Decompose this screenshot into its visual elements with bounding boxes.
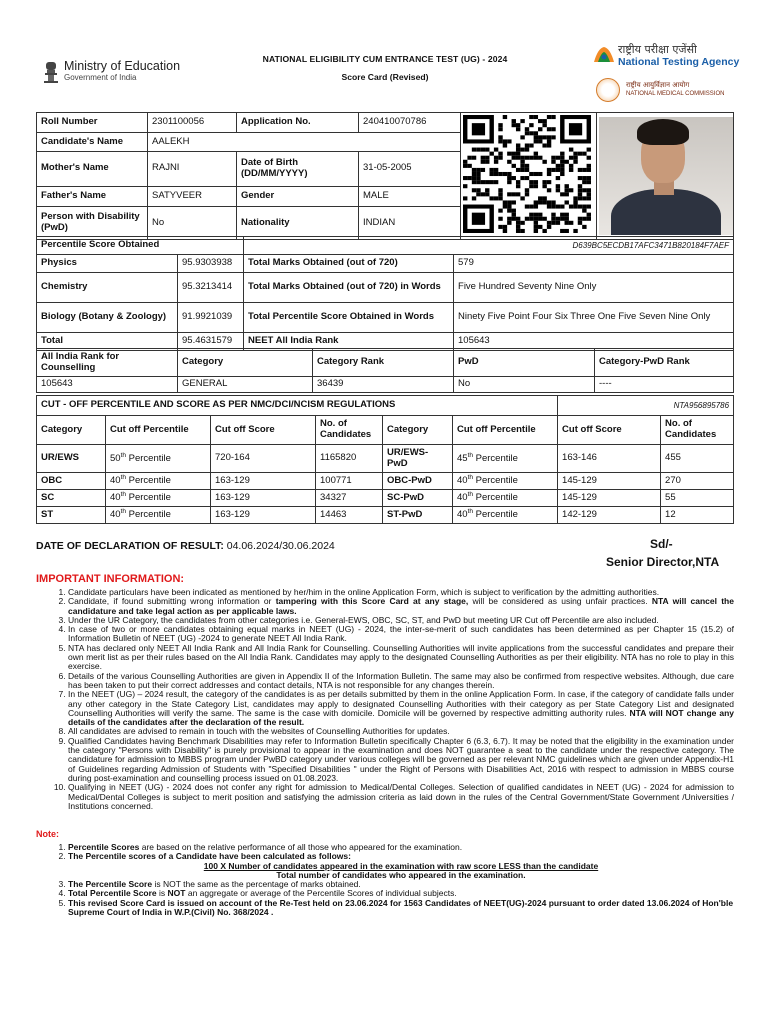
ministry-title: Ministry of Education	[64, 59, 181, 73]
cutoff-percentile: 40th Percentile	[453, 507, 558, 524]
percentile-formula	[68, 862, 734, 881]
roll-number-label: Roll Number	[37, 113, 148, 133]
cutoff-candidates: 270	[661, 473, 734, 490]
marks-in-words-label: Total Marks Obtained (out of 720) in Words	[244, 273, 454, 303]
mother-name-label: Mother's Name	[37, 151, 148, 186]
cutoff-header: Cut off Score	[211, 416, 316, 445]
nationality-value: INDIAN	[359, 207, 461, 240]
pwd-label: Person with Disability (PwD)	[37, 207, 148, 240]
cutoff-header: Category	[383, 416, 453, 445]
cutoff-header: Category	[37, 416, 106, 445]
marks-in-words-value: Five Hundred Seventy Nine Only	[454, 273, 734, 303]
cutoff-row	[37, 490, 734, 507]
cutoff-code: NTA956895786	[558, 396, 734, 416]
cutoff-category: UR/EWS	[37, 445, 106, 473]
cutoff-score: 163-129	[211, 507, 316, 524]
cutoff-percentile: 40th Percentile	[106, 490, 211, 507]
nmc-english-name: NATIONAL MEDICAL COMMISSION	[626, 91, 725, 97]
rank-header: Category	[178, 349, 313, 377]
cutoff-category: ST-PwD	[383, 507, 453, 524]
note-title: Note:	[36, 829, 59, 839]
nta-hindi-name: राष्ट्रीय परीक्षा एजेंसी	[618, 43, 697, 56]
signature: Sd/-	[650, 537, 673, 551]
percentile-score-header: Percentile Score Obtained	[37, 237, 244, 255]
cutoff-row	[37, 445, 734, 473]
cutoff-candidates: 455	[661, 445, 734, 473]
important-info-list	[36, 588, 734, 811]
total-percentile-value: 95.4631579	[178, 333, 244, 351]
important-info-item: 2. Candidate, if found submitting wrong information or tampering with this Score Card at any stage, will be considered as using unfair practices. NTA will cancel the candidature and take legal action as per applicable laws.	[68, 597, 734, 616]
total-percentile-label: Total	[37, 333, 178, 351]
chemistry-label: Chemistry	[37, 273, 178, 303]
important-info-item: 6. Details of the various Counselling Authorities are given in Appendix II of the Information Bulletin. The same may also be confirmed from respective websites. Although, due care has been taken to put their correct addresses and contact details, NTA is not responsible for any changes therein.	[68, 672, 734, 691]
candidate-photo-cell	[597, 113, 734, 240]
important-info-item: 4. In case of two or more candidates obtaining equal marks in NEET (UG) - 2024, the inter-se-merit of such candidates has been determined as per Chapter 15 (15.2) of Information Bulletin of NEET (UG) -2024 to generate NEET All India Rank.	[68, 625, 734, 644]
dob-value: 31-05-2005	[359, 151, 461, 186]
total-marks-label: Total Marks Obtained (out of 720)	[244, 255, 454, 273]
cutoff-score: 163-129	[211, 490, 316, 507]
note-bold: Total Percentile Score	[68, 888, 157, 899]
note-text: are based on the relative performance of all those who appeared for the examination.	[139, 842, 463, 852]
cutoff-header: Cut off Score	[558, 416, 661, 445]
pwd-value: No	[148, 207, 237, 240]
cutoff-score: 163-146	[558, 445, 661, 473]
air-value: 105643	[454, 333, 734, 351]
cutoff-percentile: 40th Percentile	[453, 490, 558, 507]
cutoff-category: ST	[37, 507, 106, 524]
nmc-emblem-icon	[596, 78, 620, 102]
signatory: Senior Director,NTA	[606, 555, 720, 569]
note-list	[36, 843, 734, 917]
rank-header: All India Rank for Counselling	[37, 349, 178, 377]
score-hash-code: D639BC5ECDB17AFC3471B820184F7AEF	[244, 237, 734, 255]
cutoff-score: 163-129	[211, 473, 316, 490]
biology-label: Biology (Botany & Zoology)	[37, 303, 178, 333]
note-bold: NOT	[167, 888, 186, 899]
scores-table	[36, 236, 734, 351]
nmc-hindi-name: राष्ट्रीय आयुर्विज्ञान आयोग	[626, 81, 690, 89]
note-item	[68, 899, 734, 918]
rank-value: No	[454, 377, 595, 393]
cutoff-percentile: 40th Percentile	[106, 507, 211, 524]
important-info-item: 9. Qualified Candidates having Benchmark Disabilities may refer to Information Bulletin specifically Chapter 6 (6.3, 6.7). It may be noted that the eligibility in the examination under the category "Persons with Disability" is purely provisional to appear in the examination and does NOT guarantee a seat to the candidate under the respective category. The candidature for admission to MBBS program under PwBD category under various colleges will be governed as per relevant NMC guidelines which are given under Appendix-H1 of Guidelines regarding Admission of Students with "Specified Disabilities " under the Right of Persons with Disabilities Act, 2016 with respect to admission in MBBS course during post-examination and counselling process issued on 01.08.2023.	[68, 737, 734, 783]
candidate-name-label: Candidate's Name	[37, 133, 148, 151]
cutoff-candidates: 12	[661, 507, 734, 524]
gender-value: MALE	[359, 186, 461, 206]
cutoff-header: Cut off Percentile	[106, 416, 211, 445]
rank-header: Category Rank	[313, 349, 454, 377]
cutoff-score: 720-164	[211, 445, 316, 473]
cutoff-candidates: 100771	[316, 473, 383, 490]
important-info-item: 7. In the NEET (UG) – 2024 result, the category of the candidates is as per details submitted by them in the online Application Form. In case, if the category of candidate falls under any other category in the State Category List, candidates may apply to designated Counselling Authorities with their category as per State Category List and designated Counselling Authorities will verify the same. The same is the case with domicile. Domicile will be governed by respective admitting authority rules. NTA will NOT change any details of the candidates after the declaration of the result.	[68, 690, 734, 727]
dob-label: Date of Birth (DD/MM/YYYY)	[237, 151, 359, 186]
rank-value: 36439	[313, 377, 454, 393]
note-bold: Percentile Scores	[68, 842, 140, 852]
declaration-line	[36, 540, 335, 552]
cutoff-percentile: 50th Percentile	[106, 445, 211, 473]
cutoff-title: CUT - OFF PERCENTILE AND SCORE AS PER NMC/DCI/NCISM REGULATIONS	[37, 396, 558, 416]
cutoff-category: OBC	[37, 473, 106, 490]
cutoff-percentile: 40th Percentile	[453, 473, 558, 490]
cutoff-score: 142-129	[558, 507, 661, 524]
application-no-value: 240410070786	[359, 113, 461, 133]
nationality-label: Nationality	[237, 207, 359, 240]
note-bold: This revised Score Card is issued on account of the Re-Test held on 23.06.2024 for 1563 Candidates of NEET(UG)-2024 pursuant to order dated 13.06.2024 of Hon'ble Supreme Court of India in W.P.(Civil) No. 368/2024 .	[68, 897, 734, 918]
cutoff-category: SC-PwD	[383, 490, 453, 507]
ministry-subtitle: Government of India	[64, 73, 137, 82]
biology-percentile: 91.9921039	[178, 303, 244, 333]
cutoff-row	[37, 507, 734, 524]
note-bold: The Percentile scores of a Candidate have been calculated as follows:	[68, 851, 351, 862]
mother-name-value: RAJNI	[148, 151, 237, 186]
total-marks-value: 579	[454, 255, 734, 273]
cutoff-percentile: 45th Percentile	[453, 445, 558, 473]
formula-denominator: Total number of candidates who appeared in the examination.	[276, 869, 526, 880]
cutoff-score: 145-129	[558, 490, 661, 507]
cutoff-candidates: 14463	[316, 507, 383, 524]
rank-value: 105643	[37, 377, 178, 393]
cutoff-category: SC	[37, 490, 106, 507]
nmc-logo	[596, 78, 746, 104]
percentile-in-words-value: Ninety Five Point Four Six Three One Five Seven Nine Only	[454, 303, 734, 333]
important-info-item: 10. Qualifying in NEET (UG) - 2024 does not confer any right for admission to Medical/Dental Colleges. Selection of qualified candidates in NEET (UG) - 2024 for admission to Medical/Dental Colleges is subject to merit position and satisfying the admission criteria as laid down in the rules of the Central Government/State Government /Universities / Institutions concerned.	[68, 783, 734, 811]
note-text: an aggregate or average of the Percentile Scores of individual subjects.	[185, 888, 457, 899]
rank-table	[36, 348, 734, 393]
cutoff-percentile: 40th Percentile	[106, 473, 211, 490]
qr-code-cell	[461, 113, 597, 240]
physics-label: Physics	[37, 255, 178, 273]
rank-value: GENERAL	[178, 377, 313, 393]
declaration-dates: 04.06.2024/30.06.2024	[226, 540, 335, 552]
cutoff-row	[37, 473, 734, 490]
candidate-name-value: AALEKH	[148, 133, 461, 151]
candidate-photo	[599, 117, 734, 235]
important-info-item: 5. NTA has declared only NEET All India Rank and All India Rank for Counselling. Counselling Authorities will invite applications from the successful candidates and prepare their own merit list as per their rules based on the All India Rank. Candidates may apply to the designated Counselling Authorities as per their eligibility. NTA has no role to play in this exercise.	[68, 644, 734, 672]
cutoff-score: 145-129	[558, 473, 661, 490]
roll-number-value: 2301100056	[148, 113, 237, 133]
note-bold: The Percentile Score	[68, 879, 153, 890]
ministry-logo	[42, 58, 192, 86]
cutoff-candidates: 34327	[316, 490, 383, 507]
physics-percentile: 95.9303938	[178, 255, 244, 273]
important-info-title: IMPORTANT INFORMATION:	[36, 573, 185, 585]
nta-emblem-icon	[592, 44, 616, 66]
document-subtitle: Score Card (Revised)	[341, 72, 429, 82]
cutoff-candidates: 1165820	[316, 445, 383, 473]
note-text: is	[156, 888, 168, 899]
chemistry-percentile: 95.3213414	[178, 273, 244, 303]
application-no-label: Application No.	[237, 113, 359, 133]
formula-numerator: 100 X Number of candidates appeared in the examination with raw score LESS than the candidate	[203, 860, 599, 871]
cutoff-category: UR/EWS-PwD	[383, 445, 453, 473]
national-emblem-icon	[42, 60, 60, 84]
cutoff-candidates: 55	[661, 490, 734, 507]
nta-english-name: National Testing Agency	[618, 56, 740, 68]
important-info-item: 1. Candidate particulars have been indicated as mentioned by her/him in the online Application Form, which is subject to verification by the admitting authorities.	[68, 588, 734, 597]
rank-header: Category-PwD Rank	[595, 349, 734, 377]
father-name-label: Father's Name	[37, 186, 148, 206]
title-block	[200, 54, 570, 82]
nta-logo	[592, 42, 742, 70]
gender-label: Gender	[237, 186, 359, 206]
father-name-value: SATYVEER	[148, 186, 237, 206]
important-info-item: 8. All candidates are advised to remain in touch with the websites of Counselling Authorities for updates.	[68, 727, 734, 736]
declaration-label: DATE OF DECLARATION OF RESULT:	[36, 540, 224, 552]
cutoff-header: No. of Candidates	[661, 416, 734, 445]
document-title: NATIONAL ELIGIBILITY CUM ENTRANCE TEST (UG) - 2024	[262, 54, 508, 64]
important-info-item: 3. Under the UR Category, the candidates from other categories i.e. General-EWS, OBC, SC, ST, and PwD but meeting UR Cut off Percentile are also included.	[68, 616, 734, 625]
cutoff-category: OBC-PwD	[383, 473, 453, 490]
cutoff-table	[36, 395, 734, 524]
cutoff-header: Cut off Percentile	[453, 416, 558, 445]
percentile-in-words-label: Total Percentile Score Obtained in Words	[244, 303, 454, 333]
header	[0, 40, 768, 106]
rank-header: PwD	[454, 349, 595, 377]
air-label: NEET All India Rank	[244, 333, 454, 351]
note-item	[68, 852, 734, 880]
note-text: is NOT the same as the percentage of marks obtained.	[152, 879, 361, 890]
rank-value: ----	[595, 377, 734, 393]
cutoff-header: No. of Candidates	[316, 416, 383, 445]
candidate-details-table	[36, 112, 734, 240]
qr-code-icon	[463, 115, 591, 233]
